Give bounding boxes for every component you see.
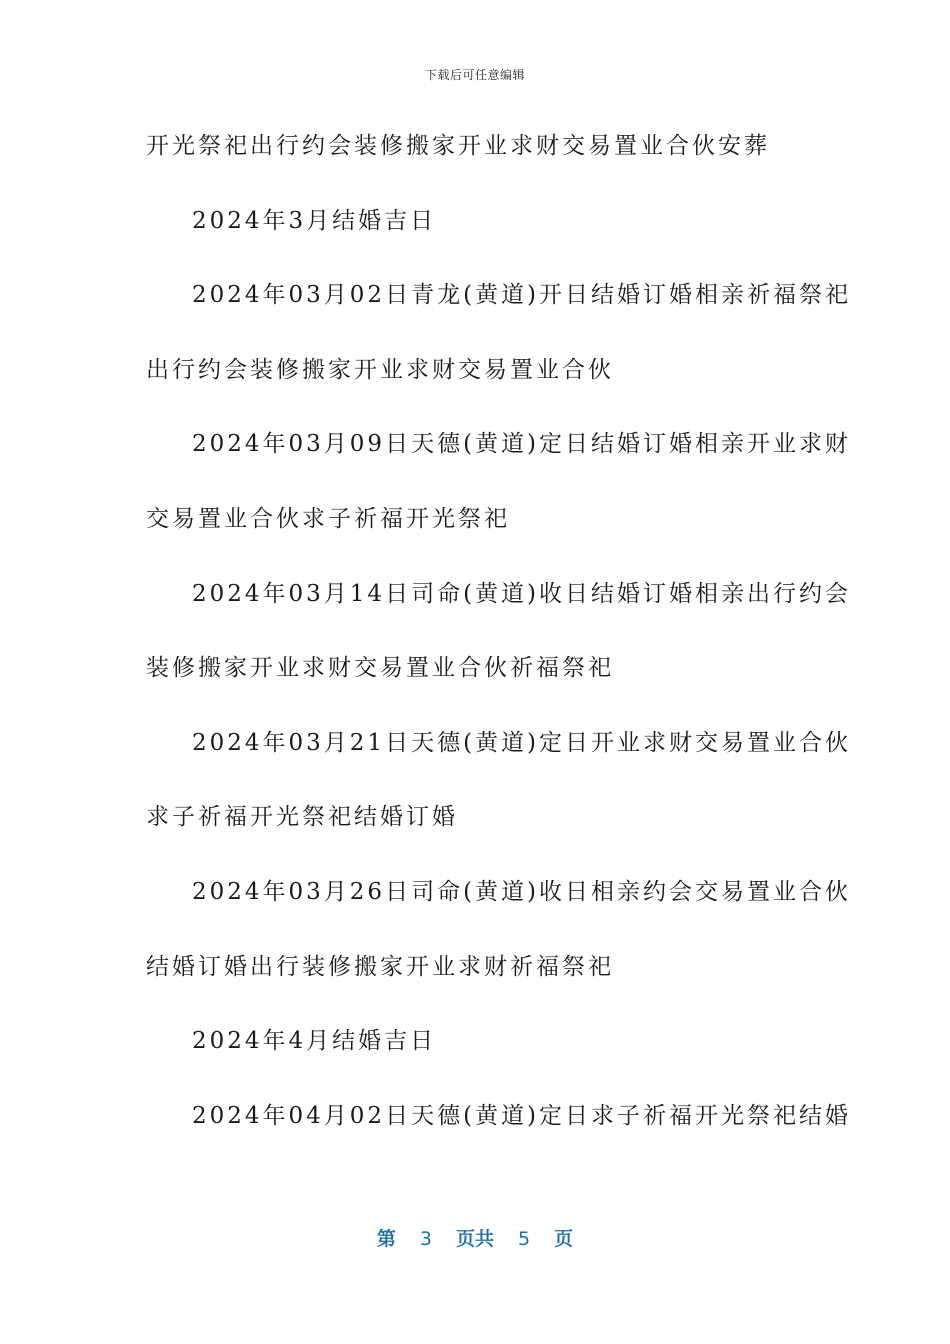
body-line-7: 2024年03月14日司命(黄道)收日结婚订婚相亲出行约会 xyxy=(192,580,852,607)
body-line-4: 出行约会装修搬家开业求财交易置业合伙 xyxy=(146,356,614,383)
footer-prefix: 第 xyxy=(376,1228,396,1250)
body-line-14: 2024年04月02日天德(黄道)定日求子祈福开光祭祀结婚 xyxy=(192,1102,852,1129)
page-footer xyxy=(0,1224,950,1251)
current-page-number: 3 xyxy=(419,1228,432,1250)
body-line-8: 装修搬家开业求财交易置业合伙祈福祭祀 xyxy=(146,655,614,682)
section-heading-march: 2024年3月结婚吉日 xyxy=(192,207,437,234)
body-line-11: 2024年03月26日司命(黄道)收日相亲约会交易置业合伙 xyxy=(192,878,852,905)
footer-middle: 页共 xyxy=(455,1228,494,1250)
document-body xyxy=(146,126,852,1170)
body-line-9: 2024年03月21日天德(黄道)定日开业求财交易置业合伙 xyxy=(192,729,852,756)
body-line-12: 结婚订婚出行装修搬家开业求财祈福祭祀 xyxy=(146,953,614,980)
footer-suffix: 页 xyxy=(554,1228,574,1250)
total-page-number: 5 xyxy=(518,1228,531,1250)
body-line-10: 求子祈福开光祭祀结婚订婚 xyxy=(146,804,458,831)
page-header: 下载后可任意编辑 xyxy=(424,68,525,82)
body-line-5: 2024年03月09日天德(黄道)定日结婚订婚相亲开业求财 xyxy=(192,431,852,458)
body-line-1: 开光祭祀出行约会装修搬家开业求财交易置业合伙安葬 xyxy=(146,133,770,159)
section-heading-april: 2024年4月结婚吉日 xyxy=(192,1028,437,1055)
body-line-6: 交易置业合伙求子祈福开光祭祀 xyxy=(146,505,510,532)
body-line-3: 2024年03月02日青龙(黄道)开日结婚订婚相亲祈福祭祀 xyxy=(192,282,852,309)
